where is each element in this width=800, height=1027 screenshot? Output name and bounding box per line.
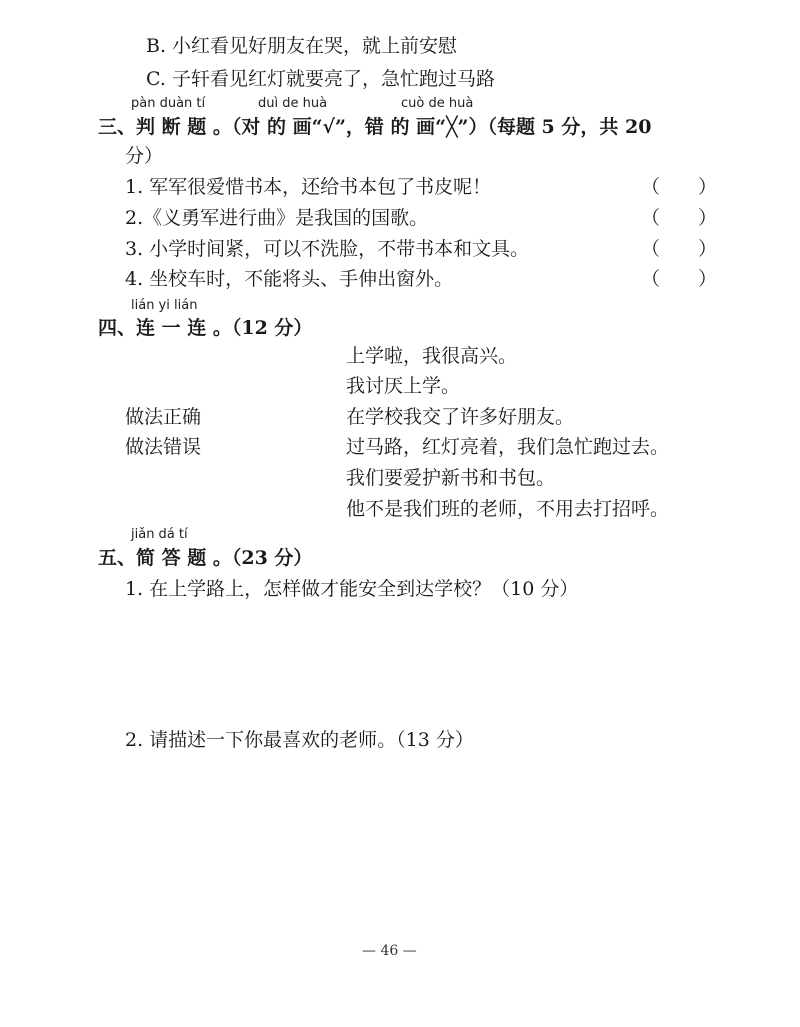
answer-box-4[interactable]: （ ） (641, 268, 718, 290)
pinyin-jian-da-ti: jiǎn dá tí (131, 527, 188, 542)
answer-area-q2[interactable] (125, 760, 705, 930)
pinyin-lian-yi-lian: lián yi lián (131, 298, 198, 313)
choice-b: B. 小红看见好朋友在哭，就上前安慰 (146, 35, 458, 57)
judge-item-1: 1. 军军很爱惜书本，还给书本包了书皮呢！ (125, 176, 492, 198)
section3-title-continued: 分） (125, 145, 164, 167)
short-answer-q1: 1. 在上学路上，怎样做才能安全到达学校？（10 分） (125, 578, 579, 600)
match-right-5[interactable]: 我们要爱护新书和书包。 (346, 467, 556, 489)
answer-area-q1[interactable] (125, 608, 705, 718)
section4-title: 四、连 一 连 。（12 分） (98, 317, 313, 339)
match-right-2[interactable]: 我讨厌上学。 (346, 375, 461, 397)
match-right-4[interactable]: 过马路，红灯亮着，我们急忙跑过去。 (346, 436, 670, 458)
judge-item-3: 3. 小学时间紧，可以不洗脸，不带书本和文具。 (125, 238, 530, 260)
pinyin-dui-de-hua: duì de huà (258, 96, 328, 111)
answer-box-3[interactable]: （ ） (641, 238, 718, 260)
answer-box-1[interactable]: （ ） (641, 176, 718, 198)
pinyin-pan-duan-ti: pàn duàn tí (131, 96, 206, 111)
match-right-1[interactable]: 上学啦，我很高兴。 (346, 345, 518, 367)
pinyin-cuo-de-hua: cuò de huà (401, 96, 474, 111)
match-left-wrong[interactable]: 做法错误 (125, 436, 202, 458)
match-right-3[interactable]: 在学校我交了许多好朋友。 (346, 406, 575, 428)
section5-title: 五、简 答 题 。（23 分） (98, 547, 313, 569)
match-left-correct[interactable]: 做法正确 (125, 406, 202, 428)
judge-item-2: 2.《义勇军进行曲》是我国的国歌。 (125, 207, 429, 229)
short-answer-q2: 2. 请描述一下你最喜欢的老师。（13 分） (125, 729, 474, 751)
section3-title: 三、判 断 题 。（对 的 画“√”，错 的 画“╳”）（每题 5 分，共 20 (98, 116, 652, 138)
answer-box-2[interactable]: （ ） (641, 207, 718, 229)
page-number: — 46 — (362, 943, 417, 959)
choice-c: C. 子轩看见红灯就要亮了，急忙跑过马路 (146, 68, 495, 90)
judge-item-4: 4. 坐校车时，不能将头、手伸出窗外。 (125, 268, 454, 290)
match-right-6[interactable]: 他不是我们班的老师，不用去打招呼。 (346, 498, 670, 520)
